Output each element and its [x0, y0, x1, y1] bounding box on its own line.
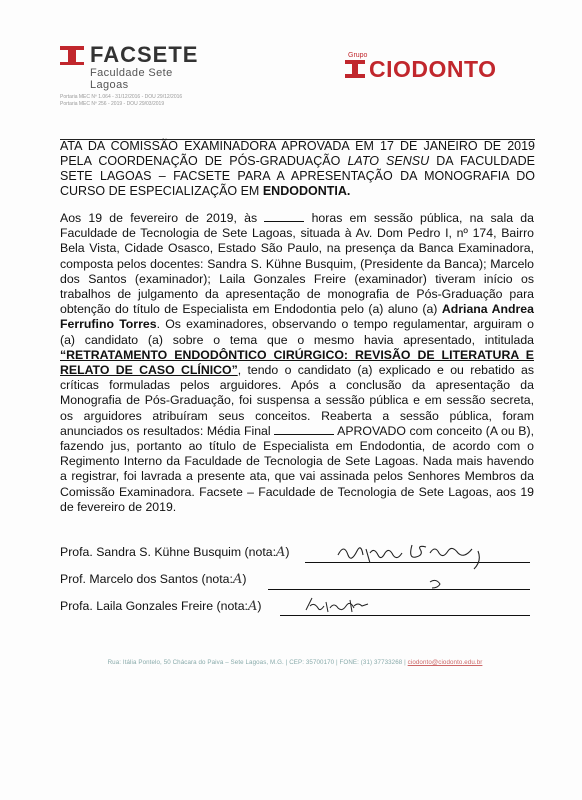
body-sentence-1: Aos 19 de fevereiro de 2019, às: [60, 211, 265, 225]
title-bold: ENDODONTIA.: [262, 184, 351, 198]
title-part-2: DA FACULDADE SETE LAGOAS – FACSETE PARA A APRESENTAÇÃO DA MONOGRAFIA DO CURSO DE ESPECIALIZAÇÃO EM: [60, 154, 535, 198]
signature-close: ): [242, 572, 247, 586]
handwritten-signature-2: [420, 562, 460, 592]
signature-row-3: [60, 599, 261, 614]
final-average-blank: [274, 424, 334, 435]
body-sentence-2: horas em sessão pública, na sala da Faculdade de Tecnologia de Sete Lagoas, situada à Av. Dom Pedro I, nº 174, Bairro Bela Vista, Cidade Osasco, Estado São Paulo, na presença da Banca Examinadora, composta pelos docentes: Sandra S. Kühne Busquim, (Presidente da Banca); Marcelo dos Santos (examinador); Laila Gonzales Freire (examinador) tiveram início os trabalhos de julgamento da apresentação de monografia de Pós-Graduação para obtenção do título de Especialista em Endodontia pelo (a) aluno (a): [60, 211, 534, 317]
body-sentence-5: APROVADO com conceito (A ou B), fazendo jus, portanto ao título de Especialista em Endodontia, de acordo com o Regimento Interno da Faculdade de Tecnologia de Sete Lagoas. Nada mais havendo a registrar, foi lavrada a presente ata, que vai assinada pelos Senhores Membros da Comissão Examinadora. Facsete – Faculdade de Tecnologia de Sete Lagoas, aos 19 de fevereiro de 2019.: [60, 423, 534, 514]
ciodonto-logo-icon: [345, 59, 365, 79]
signature-grade: A: [276, 545, 286, 560]
title-part-1: ATA DA COMISSÃO EXAMINADORA APROVADA EM 17 DE JANEIRO DE 2019 PELA COORDENAÇÃO DE PÓS-GRADUAÇÃO: [60, 139, 535, 168]
title-top-rule: [60, 139, 535, 140]
signature-grade: A: [247, 599, 258, 614]
facsete-small-line: Portaria MEC Nº 1.064 - 31/12/2016 - DOU 29/12/2016: [60, 94, 183, 100]
ciodonto-name: CIODONTO: [369, 56, 497, 82]
signature-row-1: [60, 545, 290, 560]
handwritten-signature-3: [300, 592, 380, 618]
signature-row-2: [60, 572, 246, 587]
ciodonto-logo: [345, 52, 497, 82]
facsete-small-text: [60, 94, 210, 108]
facsete-small-line: Portaria MEC Nº 256 - 2019 - DOU 29/03/2019: [60, 101, 165, 107]
signature-line: [268, 588, 530, 590]
time-blank: [264, 211, 304, 222]
document-title: [60, 139, 535, 199]
body-sentence-4: , tendo o candidato (a) explicado e ou rebatido as críticas formuladas pelos arguidores. Após a conclusão da apresentação da Monografia de Pós-Graduação, foi suspensa a sessão pública e em sessão secreta, os arguidores atribuíram seus conceitos. Reaberta a sessão pública, foram anunciados os resultados: Média Final: [60, 363, 534, 438]
signature-grade: A: [232, 572, 243, 587]
thesis-title: “RETRATAMENTO ENDODÔNTICO CIRÚRGICO: REVISÃO DE LITERATURA E RELATO DE CASO CLÍNICO”: [60, 347, 534, 378]
grupo-label: Grupo: [348, 52, 368, 59]
facsete-name: FACSETE: [90, 42, 199, 67]
minutes-body: [60, 211, 534, 515]
student-name: Adriana Andrea Ferrufino Torres: [60, 302, 534, 332]
signature-close: ): [257, 599, 262, 613]
handwritten-signature-1: [330, 535, 500, 575]
footer-text: Rua: Itália Pontelo, 50 Chácara do Paiva – Sete Lagoas, M.G. | CEP: 35700170 | FONE: (31) 37733268 |: [107, 659, 408, 666]
facsete-subtitle: Faculdade Sete Lagoas: [90, 67, 173, 91]
body-sentence-3: . Os examinadores, observando o tempo regulamentar, arguiram o (a) candidato (a) sobre o tema que o mesmo havia apresentado, intitulada: [60, 317, 534, 347]
signature-close: ): [285, 545, 290, 559]
facsete-logo: [60, 44, 210, 108]
facsete-logo-icon: [60, 44, 84, 66]
footer-address: [60, 659, 530, 666]
signature-label: Profa. Laila Gonzales Freire (nota:: [60, 599, 248, 613]
signature-label: Profa. Sandra S. Kühne Busquim (nota:: [60, 545, 277, 559]
title-italic: LATO SENSU: [347, 154, 430, 168]
footer-email-link[interactable]: ciodonto@ciodonto.edu.br: [407, 659, 483, 666]
signature-label: Prof. Marcelo dos Santos (nota:: [60, 572, 233, 586]
